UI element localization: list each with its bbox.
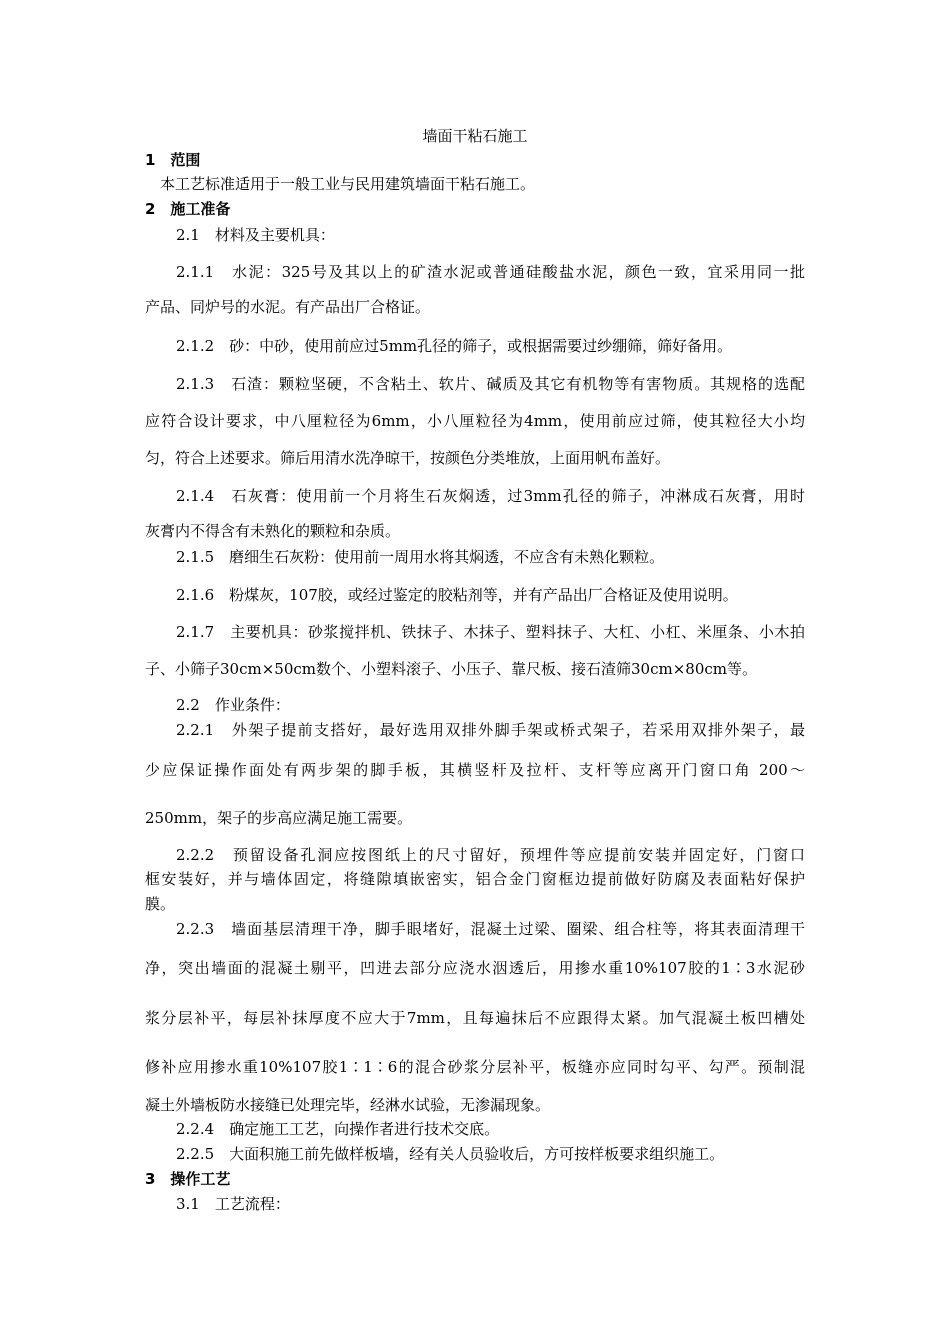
subsection-heading: 2.1 材料及主要机具： [176,226,335,244]
paragraph-line: 膜。 [145,895,176,913]
paragraph-line: 凝土外墙板防水接缝已处理完毕，经淋水试验，无渗漏现象。 [145,1096,551,1114]
paragraph-line: 净，突出墙面的混凝土剔平，凹进去部分应浇水洇透后，用掺水重10%107胶的1∶3水泥砂 [145,959,805,977]
paragraph-line: 少应保证操作面处有两步架的脚手板，其横竖杆及拉杆、支杆等应离开门窗口角 200～ [145,761,805,779]
paragraph-line: 250mm，架子的步高应满足施工需要。 [145,809,413,827]
paragraph-line: 2.2.4 确定施工工艺，向操作者进行技术交底。 [176,1120,500,1138]
paragraph-line: 灰膏内不得含有未熟化的颗粒和杂质。 [145,522,401,540]
paragraph-line: 2.1.3 石渣：颗粒坚硬，不含粘土、软片、碱质及其它有机物等有害物质。其规格的选配 [176,375,805,393]
subsection-heading: 3.1 工艺流程： [176,1195,290,1213]
paragraph-line: 2.2.3 墙面基层清理干净，脚手眼堵好，混凝土过梁、圈梁、组合柱等，将其表面清理干 [176,920,805,938]
paragraph-line: 2.1.6 粉煤灰，107胶，或经过鉴定的胶粘剂等，并有产品出厂合格证及使用说明。 [176,586,738,604]
paragraph-line: 2.1.2 砂：中砂，使用前应过5mm孔径的筛子，或根据需要过纱绷筛，筛好备用。 [176,337,733,355]
page-title: 墙面干粘石施工 [422,127,528,145]
section-heading-1: 1 范围 [145,151,201,169]
paragraph-line: 产品、同炉号的水泥。有产品出厂合格证。 [145,298,431,316]
paragraph-line: 2.1.5 磨细生石灰粉：使用前一周用水将其焖透，不应含有未熟化颗粒。 [176,548,665,566]
paragraph-line: 匀，符合上述要求。筛后用清水洗净晾干，按颜色分类堆放，上面用帆布盖好。 [145,449,671,467]
paragraph-line: 2.2.2 预留设备孔洞应按图纸上的尺寸留好，预埋件等应提前安装并固定好，门窗口 [176,846,805,864]
paragraph-line: 2.1.7 主要机具：砂浆搅拌机、铁抹子、木抹子、塑料抹子、大杠、小杠、米厘条、小木拍 [176,623,805,641]
subsection-heading: 2.2 作业条件： [176,696,290,714]
paragraph-line: 浆分层补平，每层补抹厚度不应大于7mm，且每遍抹后不应跟得太紧。加气混凝土板凹槽处 [145,1009,805,1027]
paragraph-line: 2.1.4 石灰膏：使用前一个月将生石灰焖透，过3mm孔径的筛子，冲淋成石灰膏，用时 [176,487,805,505]
paragraph-line: 2.2.1 外架子提前支搭好，最好选用双排外脚手架或桥式架子，若采用双排外架子，最 [176,721,805,739]
paragraph-line: 2.2.5 大面积施工前先做样板墙，经有关人员验收后，方可按样板要求组织施工。 [176,1145,725,1163]
paragraph-line: 本工艺标准适用于一般工业与民用建筑墙面干粘石施工。 [160,175,536,193]
paragraph-line: 应符合设计要求，中八厘粒径为6mm，小八厘粒径为4mm，使用前应过筛，使其粒径大小均 [145,412,805,430]
section-heading-3: 3 操作工艺 [145,1170,231,1188]
section-heading-2: 2 施工准备 [145,200,231,218]
paragraph-line: 2.1.1 水泥：325号及其以上的矿渣水泥或普通硅酸盐水泥，颜色一致，宜采用同一批 [176,263,805,281]
paragraph-line: 框安装好，并与墙体固定，将缝隙填嵌密实，铝合金门窗框边提前做好防腐及表面粘好保护 [145,870,805,888]
paragraph-line: 修补应用掺水重10%107胶1∶1∶6的混合砂浆分层补平，板缝亦应同时勾平、勾严。预制混 [145,1058,805,1076]
paragraph-line: 子、小筛子30cm×50cm数个、小塑料滚子、小压子、靠尺板、接石渣筛30cm×80cm等。 [145,660,757,678]
